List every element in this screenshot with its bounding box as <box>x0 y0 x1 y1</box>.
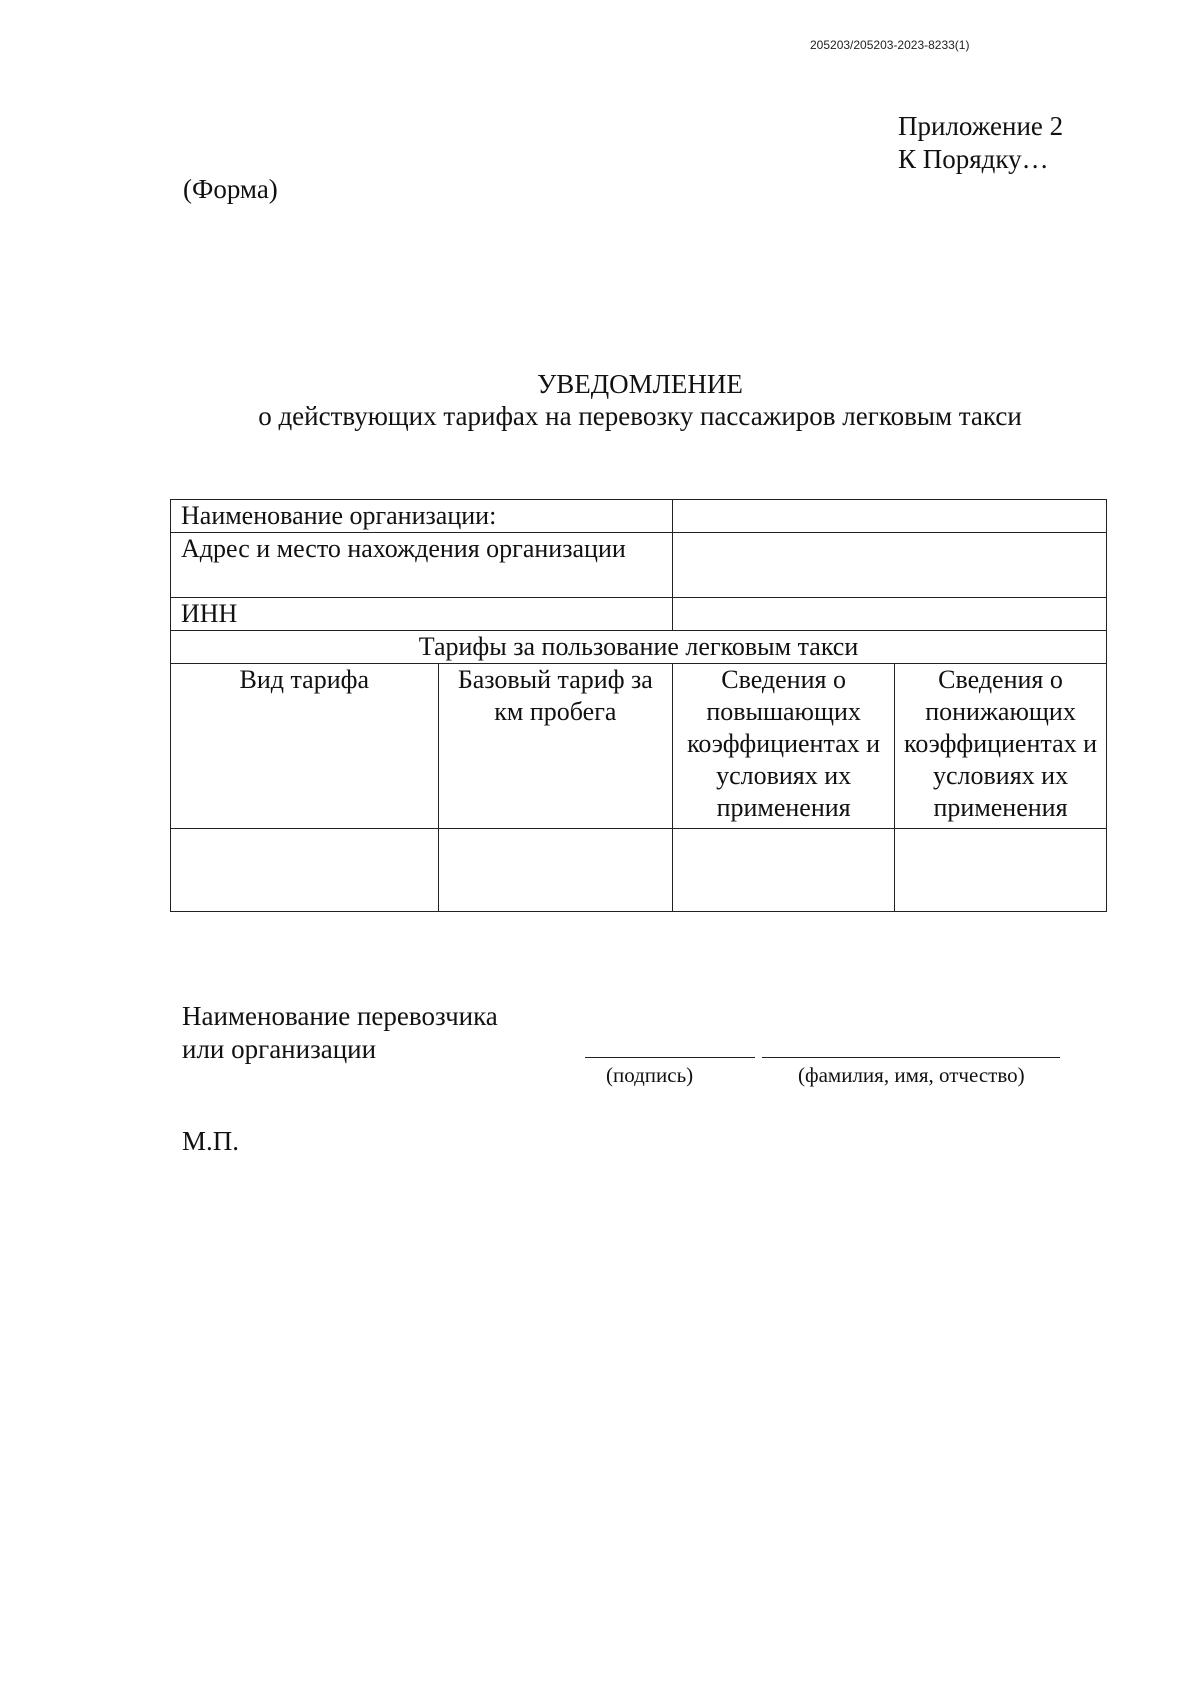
document-id: 205203/205203-2023-8233(1) <box>810 38 970 52</box>
signature-line[interactable] <box>585 1057 755 1058</box>
full-name-line[interactable] <box>762 1057 1060 1058</box>
signature-caption: (подпись) <box>606 1063 694 1087</box>
appendix-reference <box>898 110 1063 176</box>
carrier-name-line1: Наименование перевозчика <box>182 1001 498 1031</box>
inn-label: ИНН <box>171 598 673 631</box>
document-title: УВЕДОМЛЕНИЕ <box>537 369 743 399</box>
tariff-type-cell[interactable] <box>171 829 439 912</box>
stamp-place-label: М.П. <box>182 1126 240 1156</box>
column-tariff-type: Вид тарифа <box>171 664 439 829</box>
tariffs-header-row <box>171 631 1107 664</box>
column-increasing-coefficients: Сведения о повышающих коэффициентах и условиях их применения <box>673 664 895 829</box>
tariffs-header: Тарифы за пользование легковым такси <box>171 631 1107 664</box>
org-name-field[interactable] <box>673 500 1107 533</box>
full-name-caption: (фамилия, имя, отчество) <box>798 1063 1025 1087</box>
inn-field[interactable] <box>673 598 1107 631</box>
appendix-order-reference: К Порядку… <box>898 144 1049 174</box>
base-tariff-cell[interactable] <box>438 829 673 912</box>
tariff-form-table <box>170 499 1107 912</box>
org-name-label: Наименование организации: <box>171 500 673 533</box>
tariff-data-row <box>171 829 1107 912</box>
column-base-tariff: Базовый тариф за км пробега <box>438 664 673 829</box>
increasing-coefficients-cell[interactable] <box>673 829 895 912</box>
column-decreasing-coefficients: Сведения о понижающих коэффициентах и условиях их применения <box>895 664 1107 829</box>
org-address-field[interactable] <box>673 533 1107 598</box>
document-subtitle: о действующих тарифах на перевозку пассажиров легковым такси <box>258 401 1022 431</box>
appendix-number: Приложение 2 <box>898 111 1064 141</box>
decreasing-coefficients-cell[interactable] <box>895 829 1107 912</box>
carrier-name-line2: или организации <box>182 1034 377 1064</box>
org-name-row <box>171 500 1107 533</box>
org-address-label: Адрес и место нахождения организации <box>171 533 673 598</box>
inn-row <box>171 598 1107 631</box>
org-address-row <box>171 533 1107 598</box>
carrier-name-label <box>182 1000 498 1066</box>
form-label: (Форма) <box>183 174 278 204</box>
title-block <box>0 368 1200 432</box>
tariff-columns-row <box>171 664 1107 829</box>
